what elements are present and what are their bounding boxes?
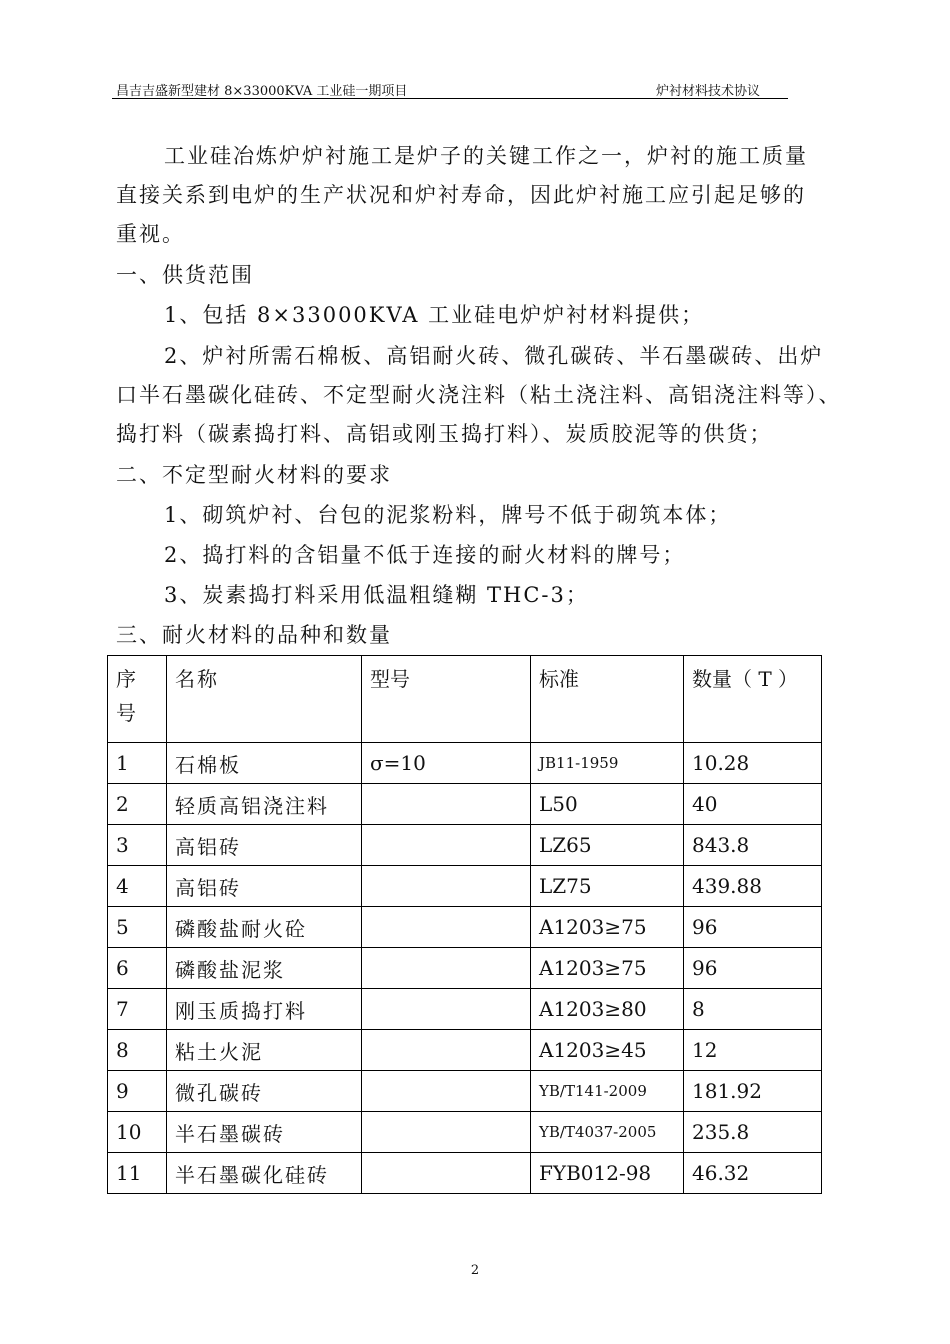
cell-no: 6: [108, 948, 167, 989]
table-header-row: [108, 656, 822, 743]
cell-no: 10: [108, 1112, 167, 1153]
intro-line-2: 直接关系到电炉的生产状况和炉衬寿命，因此炉衬施工应引起足够的: [116, 183, 806, 207]
table-row: [108, 825, 822, 866]
cell-name: 高铝砖: [167, 866, 362, 907]
cell-no: 11: [108, 1153, 167, 1194]
cell-qty: 181.92: [684, 1071, 822, 1112]
cell-model: [362, 1112, 531, 1153]
cell-name: 半石墨碳砖: [167, 1112, 362, 1153]
cell-qty: 40: [684, 784, 822, 825]
section-2-item-3: 3、炭素捣打料采用低温粗缝糊 THC-3；: [164, 583, 589, 607]
section-2-title: 二、不定型耐火材料的要求: [116, 463, 392, 487]
cell-qty: 96: [684, 907, 822, 948]
materials-table: [107, 655, 822, 1194]
cell-no: 4: [108, 866, 167, 907]
cell-standard: A1203≥80: [531, 989, 684, 1030]
cell-model: [362, 948, 531, 989]
section-2-item-2: 2、捣打料的含铝量不低于连接的耐火材料的牌号；: [164, 543, 686, 567]
cell-standard: JB11-1959: [531, 743, 684, 784]
cell-model: [362, 989, 531, 1030]
header-cell-qty: 数量（ T ）: [684, 656, 822, 743]
section-1-item-2-line-1: 2、炉衬所需石棉板、高铝耐火砖、微孔碳砖、半石墨碳砖、出炉: [164, 344, 824, 368]
table-row: [108, 1153, 822, 1194]
cell-model: [362, 784, 531, 825]
header-cell-model: 型号: [362, 656, 531, 743]
section-1-item-1: 1、包括 8×33000KVA 工业硅电炉炉衬材料提供；: [164, 303, 705, 327]
cell-name: 磷酸盐耐火砼: [167, 907, 362, 948]
cell-qty: 12: [684, 1030, 822, 1071]
page-number: 2: [470, 1263, 480, 1278]
cell-qty: 96: [684, 948, 822, 989]
cell-qty: 439.88: [684, 866, 822, 907]
header-no-line-2: 号: [116, 701, 136, 725]
header-cell-name: 名称: [167, 656, 362, 743]
header-document-title: 炉衬材料技术协议: [656, 84, 761, 99]
cell-no: 5: [108, 907, 167, 948]
cell-qty: 46.32: [684, 1153, 822, 1194]
table-row: [108, 989, 822, 1030]
header-no-line-1: 序: [116, 667, 136, 691]
table-row: [108, 1112, 822, 1153]
cell-standard: A1203≥45: [531, 1030, 684, 1071]
cell-name: 轻质高铝浇注料: [167, 784, 362, 825]
cell-no: 2: [108, 784, 167, 825]
cell-name: 微孔碳砖: [167, 1071, 362, 1112]
table-row: [108, 907, 822, 948]
header-divider: [112, 98, 788, 99]
table-row: [108, 1071, 822, 1112]
table-row: [108, 866, 822, 907]
header-cell-no: [108, 656, 167, 743]
cell-model: [362, 1030, 531, 1071]
cell-model: [362, 825, 531, 866]
intro-line-3: 重视。: [116, 222, 185, 246]
section-1-item-2-line-2: 口半石墨碳化硅砖、不定型耐火浇注料（粘土浇注料、高铝浇注料等）、: [116, 383, 842, 407]
cell-name: 粘土火泥: [167, 1030, 362, 1071]
cell-model: σ=10: [362, 743, 531, 784]
cell-model: [362, 907, 531, 948]
cell-no: 3: [108, 825, 167, 866]
cell-name: 半石墨碳化硅砖: [167, 1153, 362, 1194]
table-row: [108, 1030, 822, 1071]
header-project-title: 昌吉吉盛新型建材 8×33000KVA 工业硅一期项目: [116, 84, 408, 99]
cell-qty: 8: [684, 989, 822, 1030]
header-cell-standard: 标准: [531, 656, 684, 743]
cell-qty: 843.8: [684, 825, 822, 866]
cell-standard: A1203≥75: [531, 907, 684, 948]
cell-standard: FYB012-98: [531, 1153, 684, 1194]
section-1-item-2-line-3: 捣打料（碳素捣打料、高铝或刚玉捣打料）、炭质胶泥等的供货；: [116, 422, 773, 446]
section-1-title: 一、供货范围: [116, 263, 254, 287]
cell-standard: LZ65: [531, 825, 684, 866]
cell-qty: 10.28: [684, 743, 822, 784]
table-row: [108, 743, 822, 784]
cell-no: 7: [108, 989, 167, 1030]
section-3-title: 三、耐火材料的品种和数量: [116, 623, 392, 647]
cell-standard: A1203≥75: [531, 948, 684, 989]
table-row: [108, 784, 822, 825]
cell-name: 石棉板: [167, 743, 362, 784]
cell-qty: 235.8: [684, 1112, 822, 1153]
cell-no: 8: [108, 1030, 167, 1071]
cell-name: 磷酸盐泥浆: [167, 948, 362, 989]
cell-standard: L50: [531, 784, 684, 825]
cell-name: 刚玉质捣打料: [167, 989, 362, 1030]
cell-standard: YB/T4037-2005: [531, 1112, 684, 1153]
cell-name: 高铝砖: [167, 825, 362, 866]
cell-standard: LZ75: [531, 866, 684, 907]
cell-no: 1: [108, 743, 167, 784]
cell-model: [362, 1153, 531, 1194]
cell-no: 9: [108, 1071, 167, 1112]
cell-standard: YB/T141-2009: [531, 1071, 684, 1112]
cell-model: [362, 1071, 531, 1112]
cell-model: [362, 866, 531, 907]
table-row: [108, 948, 822, 989]
intro-line-1: 工业硅冶炼炉炉衬施工是炉子的关键工作之一，炉衬的施工质量: [164, 144, 808, 168]
section-2-item-1: 1、砌筑炉衬、台包的泥浆粉料，牌号不低于砌筑本体；: [164, 503, 732, 527]
